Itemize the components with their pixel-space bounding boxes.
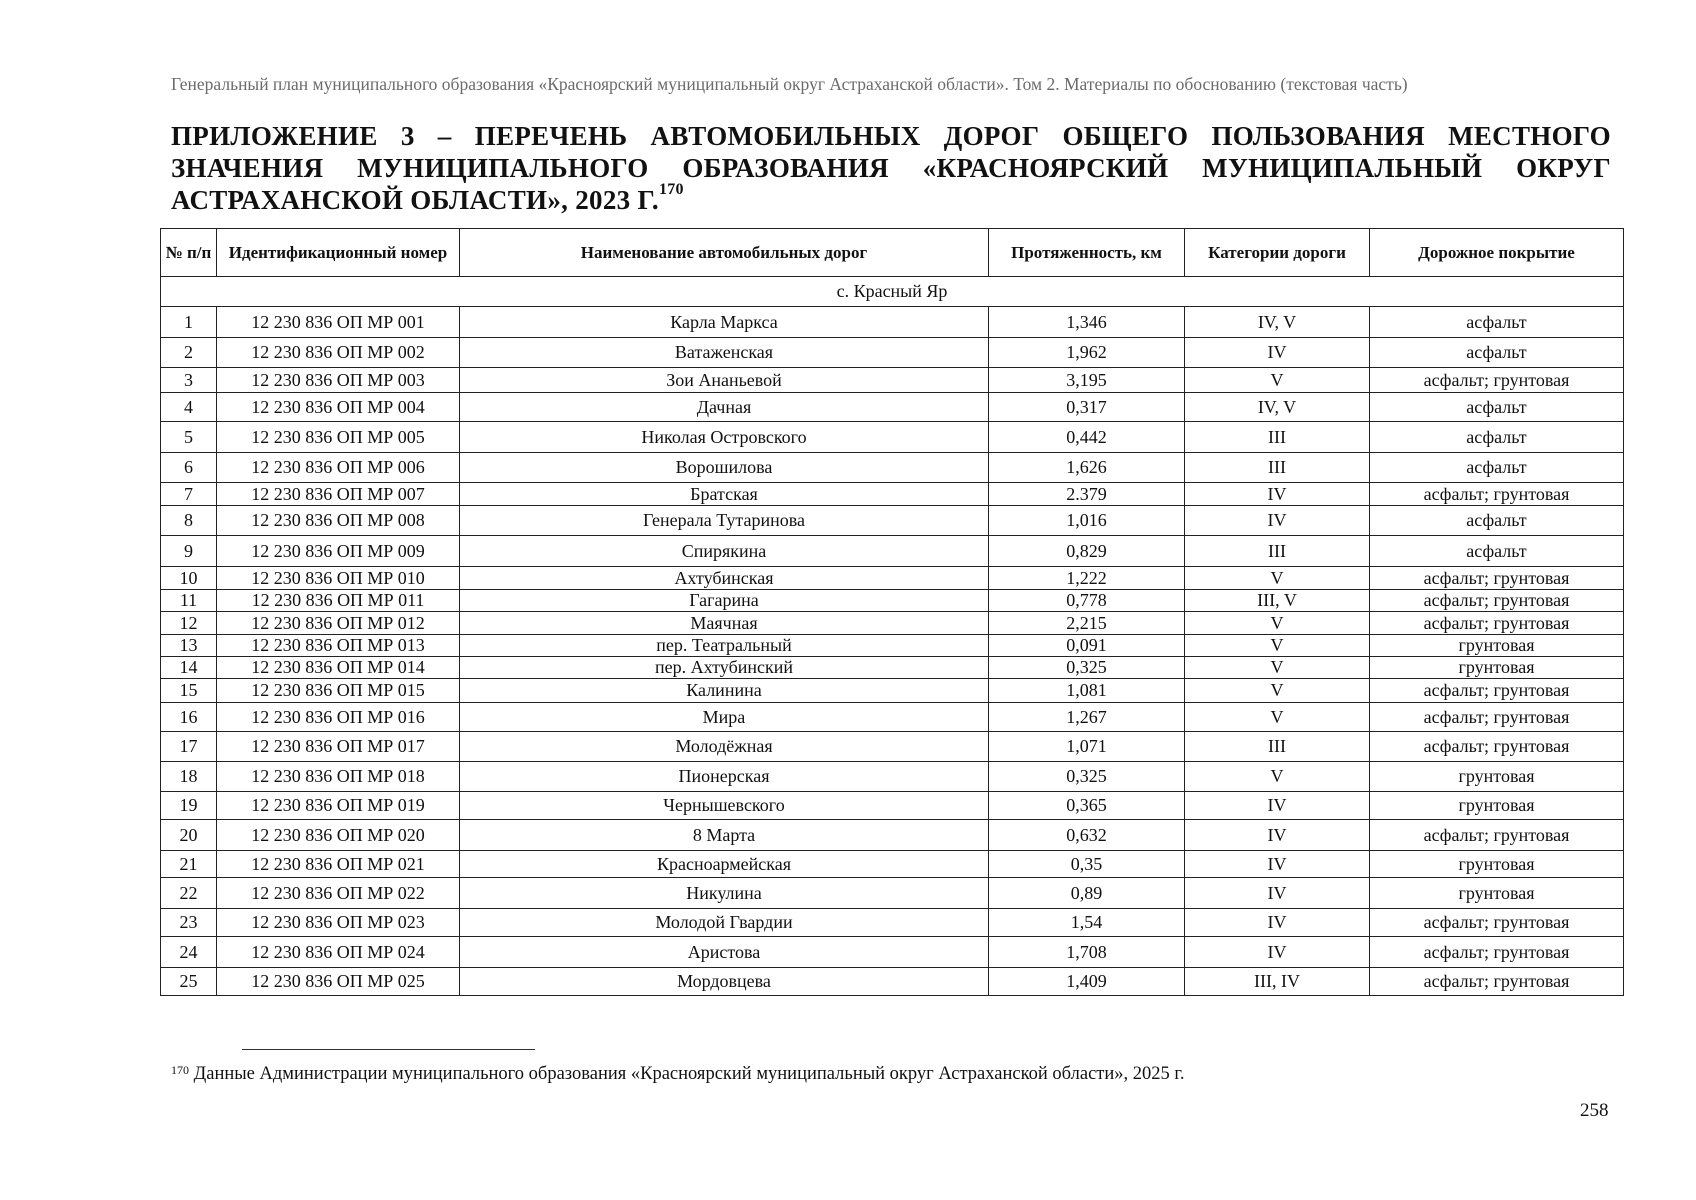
cell-surface: асфальт; грунтовая: [1370, 937, 1624, 968]
cell-length: 1,54: [989, 909, 1185, 937]
cell-category: IV: [1185, 506, 1370, 536]
cell-road-name: Зои Ананьевой: [460, 368, 989, 393]
cell-length: 0,35: [989, 851, 1185, 878]
cell-number: 15: [161, 679, 217, 703]
cell-id: 12 230 836 ОП МР 005: [217, 422, 460, 453]
cell-category: III: [1185, 536, 1370, 567]
cell-length: 0,091: [989, 635, 1185, 657]
cell-category: III: [1185, 732, 1370, 762]
table-row: [161, 792, 1624, 820]
cell-length: 1,962: [989, 338, 1185, 368]
cell-category: IV: [1185, 937, 1370, 968]
cell-id: 12 230 836 ОП МР 014: [217, 657, 460, 679]
group-label: с. Красный Яр: [161, 277, 1624, 307]
table-row: [161, 422, 1624, 453]
cell-length: 1,708: [989, 937, 1185, 968]
column-header-road-name: Наименование автомобильных дорог: [460, 229, 989, 277]
document-title: [171, 120, 1611, 216]
cell-length: 2,215: [989, 612, 1185, 635]
table-row: [161, 567, 1624, 590]
cell-surface: асфальт; грунтовая: [1370, 679, 1624, 703]
cell-id: 12 230 836 ОП МР 022: [217, 878, 460, 909]
cell-category: V: [1185, 567, 1370, 590]
cell-surface: асфальт: [1370, 422, 1624, 453]
cell-surface: грунтовая: [1370, 635, 1624, 657]
cell-road-name: Мира: [460, 703, 989, 732]
cell-surface: асфальт; грунтовая: [1370, 483, 1624, 506]
cell-id: 12 230 836 ОП МР 021: [217, 851, 460, 878]
cell-id: 12 230 836 ОП МР 017: [217, 732, 460, 762]
cell-number: 24: [161, 937, 217, 968]
cell-road-name: Гагарина: [460, 590, 989, 612]
cell-number: 5: [161, 422, 217, 453]
table-row: [161, 635, 1624, 657]
column-header-surface: Дорожное покрытие: [1370, 229, 1624, 277]
cell-category: III, V: [1185, 590, 1370, 612]
column-header-number: № п/п: [161, 229, 217, 277]
cell-surface: асфальт; грунтовая: [1370, 612, 1624, 635]
cell-number: 17: [161, 732, 217, 762]
cell-number: 3: [161, 368, 217, 393]
footnote-text: Данные Администрации муниципального образования «Красноярский муниципальный округ Астраханской области», 2025 г.: [189, 1064, 1185, 1084]
cell-category: V: [1185, 679, 1370, 703]
table-row: [161, 937, 1624, 968]
table-row: [161, 820, 1624, 851]
cell-length: 1,222: [989, 567, 1185, 590]
cell-surface: грунтовая: [1370, 792, 1624, 820]
cell-length: 0,442: [989, 422, 1185, 453]
cell-number: 10: [161, 567, 217, 590]
table-row: [161, 657, 1624, 679]
table-row: [161, 612, 1624, 635]
table-row: [161, 878, 1624, 909]
cell-road-name: Чернышевского: [460, 792, 989, 820]
cell-number: 11: [161, 590, 217, 612]
table-row: [161, 762, 1624, 792]
cell-surface: грунтовая: [1370, 851, 1624, 878]
page-number: 258: [1580, 1100, 1609, 1121]
cell-surface: асфальт; грунтовая: [1370, 368, 1624, 393]
cell-id: 12 230 836 ОП МР 009: [217, 536, 460, 567]
title-footnote-ref: 170: [658, 181, 684, 198]
cell-length: 1,346: [989, 307, 1185, 338]
table-row: [161, 453, 1624, 483]
cell-category: IV: [1185, 483, 1370, 506]
column-header-category: Категории дороги: [1185, 229, 1370, 277]
cell-id: 12 230 836 ОП МР 001: [217, 307, 460, 338]
cell-id: 12 230 836 ОП МР 016: [217, 703, 460, 732]
table-row: [161, 307, 1624, 338]
cell-road-name: Пионерская: [460, 762, 989, 792]
cell-length: 2.379: [989, 483, 1185, 506]
table-row: [161, 968, 1624, 996]
table-row: [161, 483, 1624, 506]
footnote-divider: [242, 1049, 535, 1050]
cell-surface: асфальт: [1370, 536, 1624, 567]
cell-surface: грунтовая: [1370, 762, 1624, 792]
table-row: [161, 703, 1624, 732]
cell-category: III: [1185, 422, 1370, 453]
cell-surface: асфальт; грунтовая: [1370, 909, 1624, 937]
running-header: Генеральный план муниципального образования «Красноярский муниципальный округ Астраханской области». Том 2. Материалы по обоснованию (текстовая часть): [171, 74, 1408, 94]
cell-category: IV, V: [1185, 393, 1370, 422]
document-title-text: ПРИЛОЖЕНИЕ 3 – ПЕРЕЧЕНЬ АВТОМОБИЛЬНЫХ ДОРОГ ОБЩЕГО ПОЛЬЗОВАНИЯ МЕСТНОГО ЗНАЧЕНИЯ МУНИЦИПАЛЬНОГО ОБРАЗОВАНИЯ «КРАСНОЯРСКИЙ МУНИЦИПАЛЬНЫЙ ОКРУГ АСТРАХАНСКОЙ ОБЛАСТИ», 2023 Г.: [171, 121, 1611, 215]
cell-category: III: [1185, 453, 1370, 483]
cell-surface: асфальт: [1370, 307, 1624, 338]
cell-road-name: пер. Ахтубинский: [460, 657, 989, 679]
cell-length: 0,317: [989, 393, 1185, 422]
cell-category: V: [1185, 762, 1370, 792]
cell-number: 13: [161, 635, 217, 657]
cell-road-name: Ворошилова: [460, 453, 989, 483]
cell-category: IV: [1185, 909, 1370, 937]
cell-number: 20: [161, 820, 217, 851]
cell-road-name: Мордовцева: [460, 968, 989, 996]
cell-road-name: Братская: [460, 483, 989, 506]
cell-length: 0,89: [989, 878, 1185, 909]
cell-id: 12 230 836 ОП МР 008: [217, 506, 460, 536]
cell-number: 23: [161, 909, 217, 937]
cell-road-name: Николая Островского: [460, 422, 989, 453]
cell-surface: грунтовая: [1370, 878, 1624, 909]
cell-number: 19: [161, 792, 217, 820]
table-header-row: [161, 229, 1624, 277]
table-row: [161, 679, 1624, 703]
cell-surface: асфальт; грунтовая: [1370, 703, 1624, 732]
cell-number: 6: [161, 453, 217, 483]
cell-id: 12 230 836 ОП МР 023: [217, 909, 460, 937]
table-row: [161, 393, 1624, 422]
cell-category: IV, V: [1185, 307, 1370, 338]
cell-category: IV: [1185, 878, 1370, 909]
cell-surface: асфальт: [1370, 506, 1624, 536]
cell-length: 1,016: [989, 506, 1185, 536]
cell-number: 9: [161, 536, 217, 567]
table-row: [161, 368, 1624, 393]
table-row: [161, 590, 1624, 612]
cell-category: IV: [1185, 338, 1370, 368]
cell-category: IV: [1185, 820, 1370, 851]
cell-number: 16: [161, 703, 217, 732]
cell-number: 1: [161, 307, 217, 338]
cell-id: 12 230 836 ОП МР 015: [217, 679, 460, 703]
cell-surface: асфальт: [1370, 338, 1624, 368]
cell-road-name: Маячная: [460, 612, 989, 635]
cell-length: 0,632: [989, 820, 1185, 851]
cell-id: 12 230 836 ОП МР 007: [217, 483, 460, 506]
cell-id: 12 230 836 ОП МР 012: [217, 612, 460, 635]
table-row: [161, 506, 1624, 536]
cell-id: 12 230 836 ОП МР 004: [217, 393, 460, 422]
cell-id: 12 230 836 ОП МР 002: [217, 338, 460, 368]
cell-category: IV: [1185, 851, 1370, 878]
cell-road-name: Красноармейская: [460, 851, 989, 878]
cell-id: 12 230 836 ОП МР 018: [217, 762, 460, 792]
cell-number: 21: [161, 851, 217, 878]
cell-category: V: [1185, 368, 1370, 393]
footnote-marker: 170: [171, 1063, 189, 1077]
cell-id: 12 230 836 ОП МР 024: [217, 937, 460, 968]
cell-number: 25: [161, 968, 217, 996]
cell-road-name: Аристова: [460, 937, 989, 968]
cell-length: 1,409: [989, 968, 1185, 996]
cell-surface: асфальт: [1370, 453, 1624, 483]
cell-number: 8: [161, 506, 217, 536]
cell-id: 12 230 836 ОП МР 013: [217, 635, 460, 657]
table-row: [161, 536, 1624, 567]
cell-length: 1,071: [989, 732, 1185, 762]
cell-category: V: [1185, 612, 1370, 635]
cell-surface: грунтовая: [1370, 657, 1624, 679]
cell-road-name: Молодой Гвардии: [460, 909, 989, 937]
cell-category: V: [1185, 635, 1370, 657]
cell-road-name: Никулина: [460, 878, 989, 909]
cell-id: 12 230 836 ОП МР 003: [217, 368, 460, 393]
cell-length: 0,325: [989, 762, 1185, 792]
cell-id: 12 230 836 ОП МР 025: [217, 968, 460, 996]
cell-id: 12 230 836 ОП МР 019: [217, 792, 460, 820]
cell-road-name: пер. Театральный: [460, 635, 989, 657]
cell-length: 3,195: [989, 368, 1185, 393]
cell-category: IV: [1185, 792, 1370, 820]
cell-surface: асфальт; грунтовая: [1370, 567, 1624, 590]
group-row: [161, 277, 1624, 307]
cell-number: 7: [161, 483, 217, 506]
cell-id: 12 230 836 ОП МР 010: [217, 567, 460, 590]
cell-road-name: Ватаженская: [460, 338, 989, 368]
cell-length: 1,267: [989, 703, 1185, 732]
cell-surface: асфальт; грунтовая: [1370, 820, 1624, 851]
cell-road-name: Спирякина: [460, 536, 989, 567]
cell-number: 4: [161, 393, 217, 422]
cell-length: 0,778: [989, 590, 1185, 612]
cell-length: 0,365: [989, 792, 1185, 820]
cell-road-name: Карла Маркса: [460, 307, 989, 338]
cell-surface: асфальт; грунтовая: [1370, 968, 1624, 996]
cell-length: 1,081: [989, 679, 1185, 703]
cell-road-name: 8 Марта: [460, 820, 989, 851]
cell-length: 0,829: [989, 536, 1185, 567]
cell-category: V: [1185, 703, 1370, 732]
cell-id: 12 230 836 ОП МР 020: [217, 820, 460, 851]
cell-category: V: [1185, 657, 1370, 679]
cell-road-name: Ахтубинская: [460, 567, 989, 590]
cell-road-name: Дачная: [460, 393, 989, 422]
cell-surface: асфальт; грунтовая: [1370, 732, 1624, 762]
cell-id: 12 230 836 ОП МР 006: [217, 453, 460, 483]
cell-number: 14: [161, 657, 217, 679]
table-row: [161, 732, 1624, 762]
table-row: [161, 909, 1624, 937]
cell-surface: асфальт: [1370, 393, 1624, 422]
cell-road-name: Генерала Тутаринова: [460, 506, 989, 536]
cell-number: 22: [161, 878, 217, 909]
cell-number: 12: [161, 612, 217, 635]
cell-id: 12 230 836 ОП МР 011: [217, 590, 460, 612]
column-header-id: Идентификационный номер: [217, 229, 460, 277]
cell-road-name: Молодёжная: [460, 732, 989, 762]
table-row: [161, 851, 1624, 878]
cell-length: 0,325: [989, 657, 1185, 679]
cell-road-name: Калинина: [460, 679, 989, 703]
column-header-length: Протяженность, км: [989, 229, 1185, 277]
cell-length: 1,626: [989, 453, 1185, 483]
cell-number: 2: [161, 338, 217, 368]
cell-surface: асфальт; грунтовая: [1370, 590, 1624, 612]
table-row: [161, 338, 1624, 368]
roads-table: [160, 228, 1624, 996]
footnote: [171, 1064, 1185, 1085]
cell-number: 18: [161, 762, 217, 792]
cell-category: III, IV: [1185, 968, 1370, 996]
